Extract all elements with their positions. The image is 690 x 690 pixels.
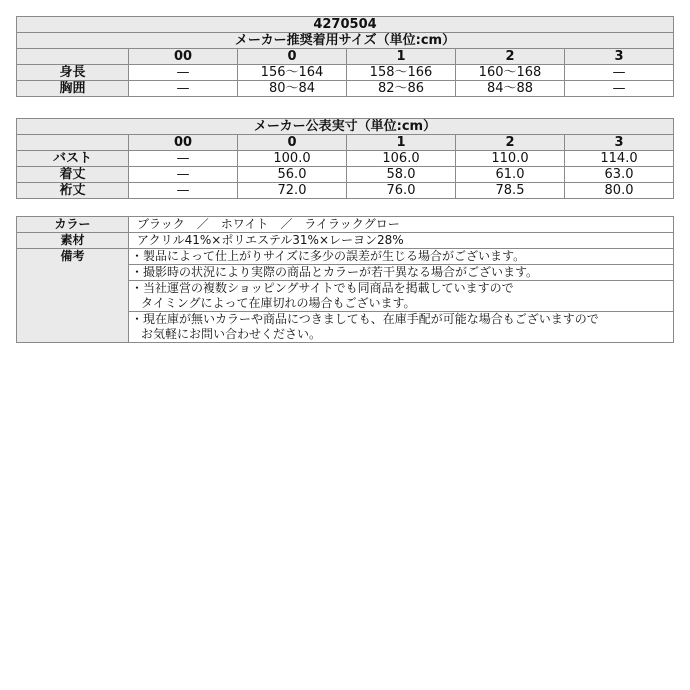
cell-value: 61.0 <box>456 167 565 183</box>
note-line: ・当社運営の複数ショッピングサイトでも同商品を掲載していますので <box>131 281 514 295</box>
cell-value: 80.0 <box>565 183 674 199</box>
cell-value: 80〜84 <box>238 81 347 97</box>
size-header: 2 <box>456 49 565 65</box>
cell-value: 63.0 <box>565 167 674 183</box>
cell-value: 110.0 <box>456 151 565 167</box>
note-line: タイミングによって在庫切れの場合もございます。 <box>141 296 416 310</box>
material-value: アクリル41%×ポリエステル31%×レーヨン28% <box>129 233 674 249</box>
note-item <box>129 281 674 312</box>
cell-value: — <box>129 167 238 183</box>
recommended-size-table <box>16 16 674 97</box>
cell-value: 78.5 <box>456 183 565 199</box>
recommended-size-title: メーカー推奨着用サイズ（単位:cm） <box>17 33 674 49</box>
note-item <box>129 312 674 343</box>
table-row <box>17 233 674 249</box>
table-row <box>17 183 674 199</box>
note-line: ・現在庫が無いカラーや商品につきましても、在庫手配が可能な場合もございますので <box>131 312 599 326</box>
color-value: ブラック ／ ホワイト ／ ライラックグロー <box>129 217 674 233</box>
cell-value: — <box>129 81 238 97</box>
size-header: 3 <box>565 49 674 65</box>
cell-value: 84〜88 <box>456 81 565 97</box>
cell-value: 56.0 <box>238 167 347 183</box>
cell-value: — <box>129 151 238 167</box>
note-line: ・撮影時の状況により実際の商品とカラーが若干異なる場合がございます。 <box>131 265 539 279</box>
notes-label: 備考 <box>17 249 129 343</box>
table-row <box>17 249 674 265</box>
table-row <box>17 151 674 167</box>
size-header: 3 <box>565 135 674 151</box>
cell-value: 114.0 <box>565 151 674 167</box>
size-header: 2 <box>456 135 565 151</box>
cell-value: 106.0 <box>347 151 456 167</box>
size-header: 1 <box>347 135 456 151</box>
size-header: 0 <box>238 49 347 65</box>
cell-value: — <box>129 65 238 81</box>
note-item <box>129 265 674 281</box>
cell-value: — <box>129 183 238 199</box>
size-header: 00 <box>129 49 238 65</box>
material-label: 素材 <box>17 233 129 249</box>
row-label: 着丈 <box>17 167 129 183</box>
cell-value: 158〜166 <box>347 65 456 81</box>
corner-cell <box>17 49 129 65</box>
size-header: 00 <box>129 135 238 151</box>
note-line: ・製品によって仕上がりサイズに多少の誤差が生じる場合がございます。 <box>131 249 526 263</box>
product-info-table <box>16 216 674 343</box>
corner-cell <box>17 135 129 151</box>
cell-value: 58.0 <box>347 167 456 183</box>
table-row <box>17 217 674 233</box>
row-label: 裄丈 <box>17 183 129 199</box>
cell-value: 82〜86 <box>347 81 456 97</box>
size-header: 0 <box>238 135 347 151</box>
measured-size-table <box>16 118 674 199</box>
row-label: バスト <box>17 151 129 167</box>
table-row <box>17 81 674 97</box>
row-label: 胸囲 <box>17 81 129 97</box>
cell-value: 160〜168 <box>456 65 565 81</box>
note-item <box>129 249 674 265</box>
color-label: カラー <box>17 217 129 233</box>
cell-value: — <box>565 81 674 97</box>
size-header: 1 <box>347 49 456 65</box>
row-label: 身長 <box>17 65 129 81</box>
cell-value: — <box>565 65 674 81</box>
note-line: お気軽にお問い合わせください。 <box>141 327 322 341</box>
cell-value: 72.0 <box>238 183 347 199</box>
cell-value: 76.0 <box>347 183 456 199</box>
measured-size-title: メーカー公表実寸（単位:cm） <box>17 119 674 135</box>
cell-value: 156〜164 <box>238 65 347 81</box>
table-row <box>17 65 674 81</box>
product-code: 4270504 <box>17 17 674 33</box>
cell-value: 100.0 <box>238 151 347 167</box>
table-row <box>17 167 674 183</box>
